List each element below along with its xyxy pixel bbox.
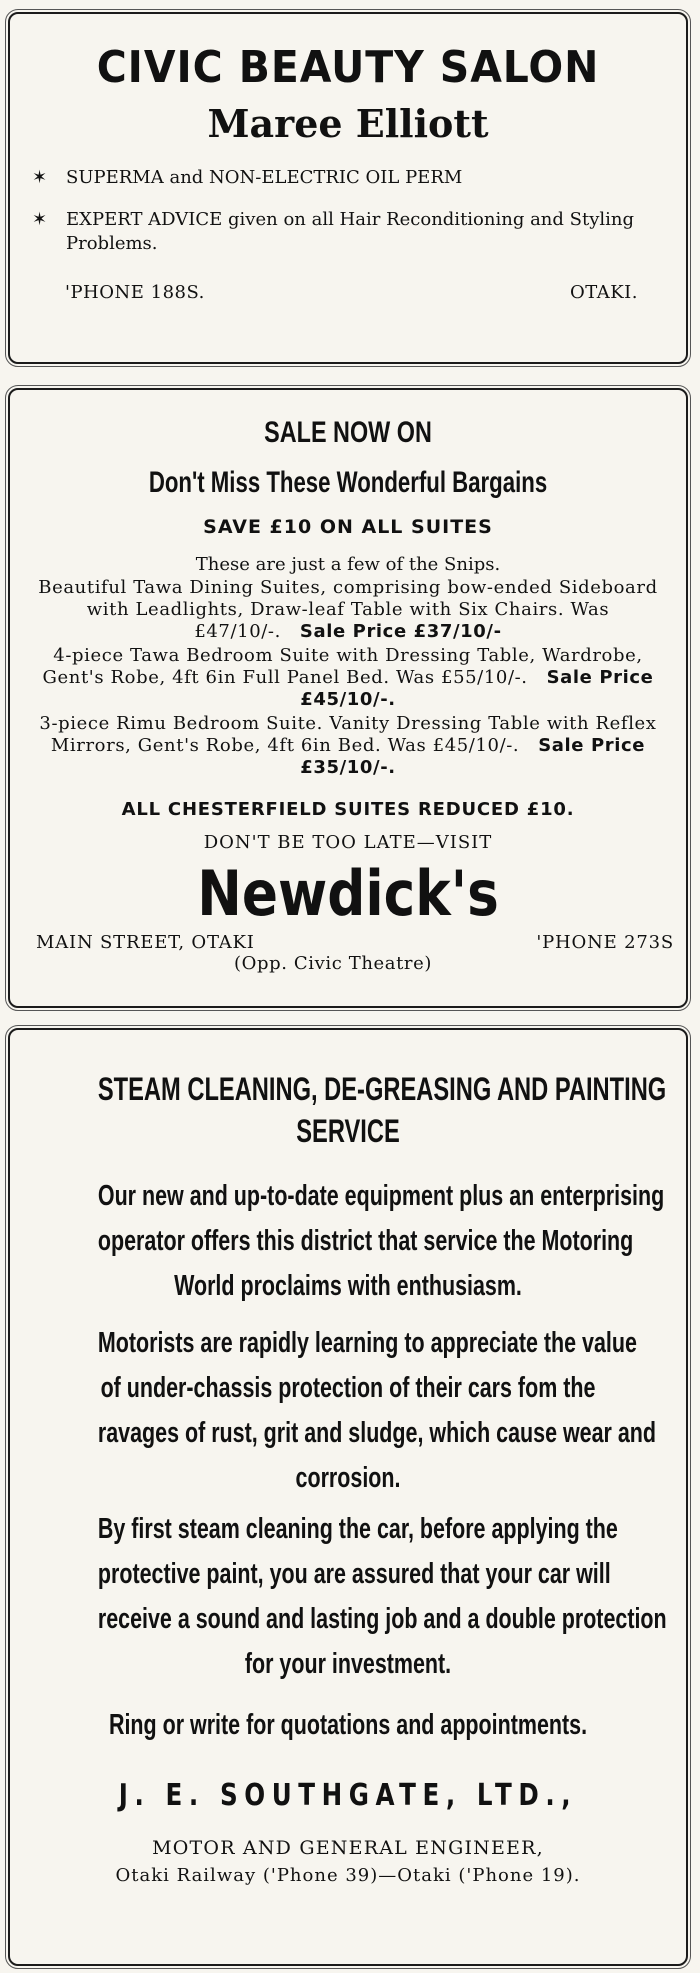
company-contacts: Otaki Railway ('Phone 39)—Otaki ('Phone 19). [115,1865,581,1886]
paragraph-line: Our new and up-to-date equipment plus an enterprising [97,1180,665,1212]
salon-bullet-1 [32,166,686,190]
sale-item-text: 4-piece Tawa Bedroom Suite with Dressing Table, Wardrobe, Gent's Robe, 4ft 6in Full Panel Bed. Was £55/10/-. [42,645,643,688]
sale-item-text: 3-piece Rimu Bedroom Suite. Vanity Dressing Table with Reflex Mirrors, Gent's Robe, 4ft 6in Bed. Was £45/10/-. [39,713,657,756]
star-bullet-icon: ✶ [32,209,48,230]
paragraph-line: protective paint, you are assured that your car will [97,1558,611,1590]
paragraph-line: By first steam cleaning the car, before applying the [97,1513,618,1545]
steam-title-line-1: STEAM CLEANING, DE-GREASING AND PAINTING [97,1071,667,1107]
store-landmark: (Opp. Civic Theatre) [233,953,433,974]
star-bullet-icon: ✶ [32,167,48,188]
steam-cleaning-ad [8,1028,688,1966]
steam-paragraph-3 [97,1507,667,1687]
salon-phone: 'PHONE 188S. [65,282,205,303]
civic-beauty-salon-ad [8,12,688,364]
paragraph-line: World proclaims with enthusiasm. [174,1270,522,1302]
sale-item-dining [10,577,686,643]
sale-item-price: Sale Price £35/10/-. [300,735,646,778]
newdicks-sale-ad [8,388,688,1008]
steam-title-line-2: SERVICE [296,1113,400,1149]
sale-item-rimu-bedroom [10,713,686,779]
salon-town: OTAKI. [569,282,638,303]
save-line: SAVE £10 ON ALL SUITES [203,516,493,538]
company-trade: MOTOR AND GENERAL ENGINEER, [152,1837,544,1859]
too-late-line: DON'T BE TOO LATE—VISIT [203,832,493,853]
salon-bullet-text: SUPERMA and NON-ELECTRIC OIL PERM [66,167,463,188]
steam-paragraph-1 [97,1174,665,1309]
paragraph-line: operator offers this district that service the Motoring [97,1225,634,1257]
salon-title: CIVIC BEAUTY SALON [96,42,600,93]
call-to-action: Ring or write for quotations and appointments. [108,1709,588,1741]
sale-item-price: Sale Price £45/10/-. [300,667,654,710]
paragraph-line: Motorists are rapidly learning to appreciate the value [97,1327,637,1359]
sale-item-tawa-bedroom [10,645,686,711]
sale-intro: These are just a few of the Snips. [195,554,501,575]
steam-paragraph-2 [97,1321,657,1501]
paragraph-line: receive a sound and lasting job and a double protection [97,1603,667,1635]
store-contact-row [10,932,686,953]
sale-subheading: Don't Miss These Wonderful Bargains [148,466,548,499]
salon-bullet-2 [32,208,686,256]
paragraph-line: ravages of rust, grit and sludge, which cause wear and [97,1417,657,1449]
salon-owner: Maree Elliott [207,101,489,146]
store-phone: 'PHONE 273S [536,932,674,953]
sale-item-text: Beautiful Tawa Dining Suites, comprising bow-ended Sideboard with Leadlights, Draw-leaf Table with Six Chairs. Was £47/10/-. [38,577,658,642]
paragraph-line: for your investment. [244,1648,452,1680]
store-address: MAIN STREET, OTAKI [36,932,255,953]
paragraph-line: corrosion. [295,1462,401,1494]
salon-contact-row [10,282,686,303]
sale-item-price: Sale Price £37/10/- [299,621,502,642]
store-name: Newdick's [197,857,499,930]
salon-bullet-text: EXPERT ADVICE given on all Hair Reconditioning and Styling Problems. [66,209,635,254]
sale-heading: SALE NOW ON [264,416,432,449]
chesterfield-line: ALL CHESTERFIELD SUITES REDUCED £10. [121,799,575,820]
paragraph-line: of under-chassis protection of their cars fom the [100,1372,596,1404]
company-name: J. E. SOUTHGATE, LTD., [118,1778,578,1813]
